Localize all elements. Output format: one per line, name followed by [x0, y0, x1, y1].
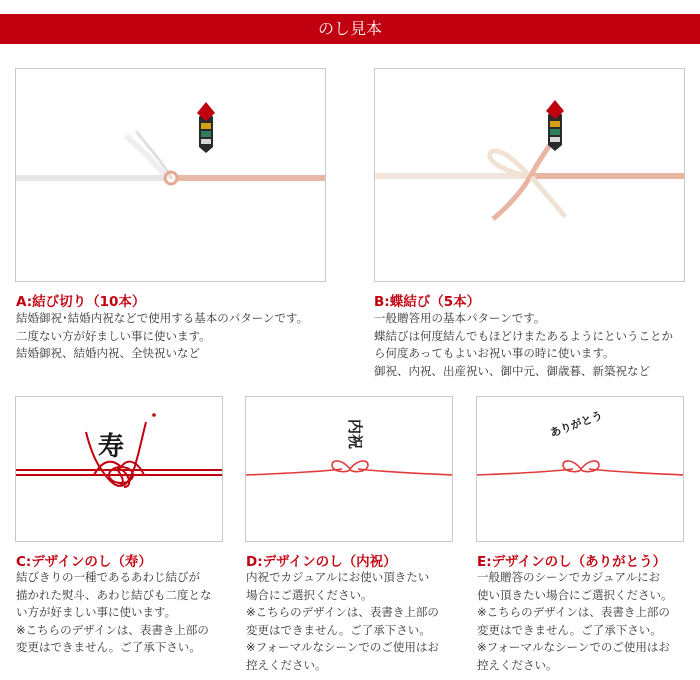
- sample-b-line: 蝶結びは何度結んでもほどけまたあるようにということか: [374, 328, 673, 343]
- sample-a-line: 結婚御祝、結婚内祝、全快祝いなど: [16, 346, 200, 360]
- sample-b-title: B:蝶結び（5本）: [374, 294, 481, 310]
- calligraphy-arigatou: ありがとう: [548, 408, 605, 440]
- sample-c-line: 結びきりの一種であるあわじ結びが: [16, 570, 200, 584]
- sample-b-line: 御祝、内祝、出産祝い、御中元、御歳暮、新築祝など: [374, 363, 650, 378]
- section-title: のし見本: [317, 19, 382, 38]
- noshi-ornament-icon: [197, 102, 215, 153]
- sample-d-line: ※フォーマルなシーンでのご使用はお: [246, 640, 439, 654]
- noshi-sample-e-image: [476, 396, 684, 542]
- sample-e-line: 一般贈答のシーンでカジュアルにお: [477, 570, 661, 584]
- sample-c-line: 描かれた熨斗、あわじ結びも二度とな: [16, 587, 212, 602]
- sample-e-line: 控えください。: [477, 657, 558, 672]
- sample-b-line: 一般贈答用の基本パターンです。: [374, 311, 546, 325]
- kotobuki-noshi-illustration: [16, 397, 223, 542]
- sample-d-description: [246, 569, 439, 674]
- sample-d-line: 内祝でカジュアルにお使い頂きたい: [246, 570, 430, 584]
- noshi-ornament-icon: [546, 100, 564, 151]
- noshi-sample-a-image: [15, 68, 326, 282]
- sample-d-line: 場合にご選択ください。: [246, 587, 373, 602]
- sample-a-line: 結婚御祝･結婚内祝などで使用する基本のパターンです。: [16, 311, 309, 325]
- sample-e-description: [477, 569, 673, 674]
- noshi-sample-c-image: [15, 396, 223, 542]
- sample-c-line: 変更はできません。ご了承下さい。: [16, 640, 201, 654]
- chomusubi-noshi-illustration: [375, 69, 685, 282]
- sample-d-line: 控えください。: [246, 657, 327, 672]
- sample-e-line: ※フォーマルなシーンでのご使用はお: [477, 640, 670, 654]
- sample-d-line: 変更はできません。ご了承下さい。: [246, 622, 431, 637]
- calligraphy-uchiiwai: 内祝: [346, 419, 364, 450]
- sample-e-line: 変更はできません。ご了承下さい。: [477, 622, 662, 637]
- noshi-sample-d-image: [245, 396, 453, 542]
- sample-c-line: ※こちらのデザインは、表書き上部の: [16, 622, 209, 637]
- sample-b-line: ら何度あってもよいお祝い事の時に使います。: [374, 346, 615, 360]
- sample-b-description: [374, 310, 673, 380]
- sample-e-title: E:デザインのし（ありがとう）: [477, 554, 667, 570]
- uchiiwai-noshi-illustration: [246, 397, 453, 542]
- arigatou-noshi-illustration: [477, 397, 684, 542]
- sample-a-line: 二度ない方が好ましい事に使います。: [16, 328, 211, 343]
- calligraphy-kotobuki: 寿: [98, 432, 125, 462]
- musubikiri-noshi-illustration: [16, 69, 326, 282]
- sample-e-line: ※こちらのデザインは、表書き上部の: [477, 605, 670, 619]
- sample-a-title: A:結び切り（10本）: [16, 294, 146, 310]
- sample-c-title: C:デザインのし（寿）: [16, 554, 152, 570]
- sample-c-description: [16, 569, 212, 657]
- sample-d-line: ※こちらのデザインは、表書き上部の: [246, 605, 439, 619]
- sample-c-line: い方が好ましい事に使います。: [16, 605, 177, 619]
- noshi-sample-b-image: [374, 68, 685, 282]
- sample-a-description: [16, 310, 308, 363]
- section-header: [0, 14, 700, 44]
- sample-e-line: 使い頂きたい場合にご選択ください。: [477, 587, 673, 602]
- sample-d-title: D:デザインのし（内祝）: [246, 554, 397, 570]
